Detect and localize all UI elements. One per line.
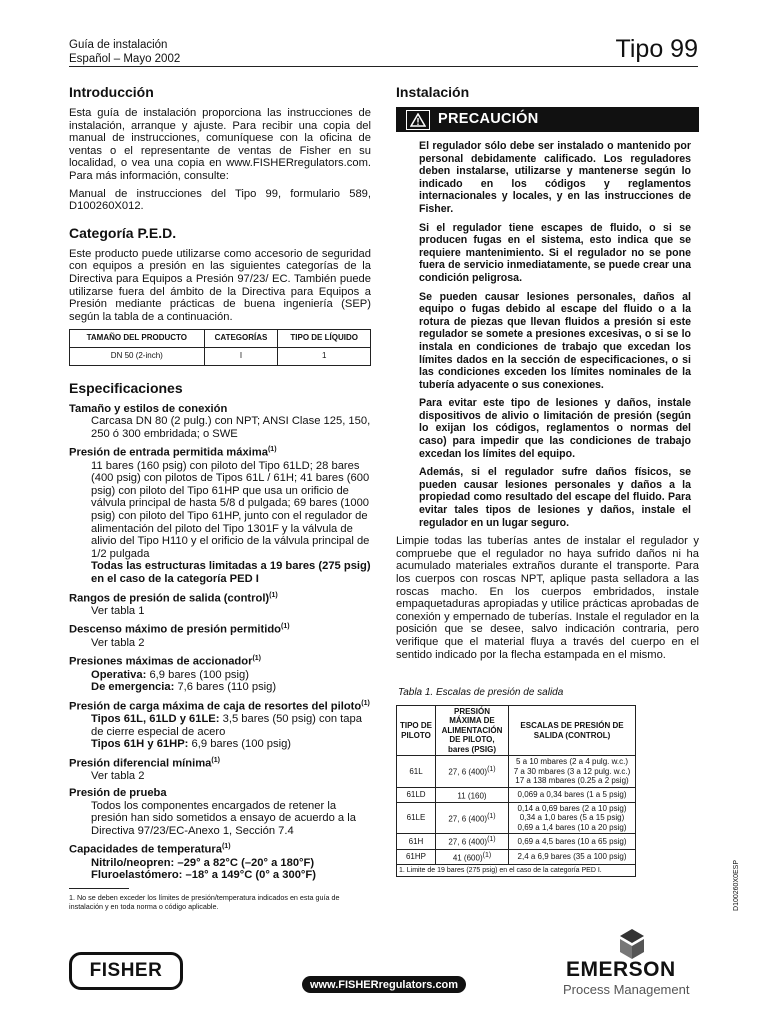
cell-pilot: 61LD <box>397 787 436 802</box>
warning-icon <box>406 110 430 130</box>
table-row <box>397 849 636 864</box>
table-row <box>397 834 636 849</box>
cell-pressure-value: 11 (160) <box>457 791 487 801</box>
spec-value: 6,9 bares (100 psig) <box>191 738 292 751</box>
spec-label: Fluroelastómero: <box>91 869 183 882</box>
spec-drop-heading <box>69 621 371 636</box>
spec-temperature-title: Capacidades de temperatura <box>69 844 222 857</box>
spec-drop-title: Descenso máximo de presión permitido <box>69 624 281 637</box>
ped-heading: Categoría P.E.D. <box>69 224 177 241</box>
cell-pilot: 61LE <box>397 802 436 834</box>
spec-actuator-heading <box>69 653 371 668</box>
spec-inlet-heading <box>69 444 371 459</box>
spec-spring-title: Presión de carga máxima de caja de resortes del piloto <box>69 700 362 713</box>
range-line: 0,69 a 1,4 bares (10 a 20 psig) <box>517 822 627 832</box>
header-meta <box>69 38 180 66</box>
footnote-ref: (1) <box>211 757 220 765</box>
footnote-ref: (1) <box>267 446 277 454</box>
spec-temperature-heading <box>69 841 371 856</box>
caution-title: PRECAUCIÓN <box>438 111 539 128</box>
table-row <box>397 802 636 834</box>
footnote-ref: (1) <box>252 655 261 663</box>
range-line: 2,4 a 6,9 bares (35 a 100 psig) <box>517 851 627 861</box>
left-column <box>69 84 371 882</box>
install-heading: Instalación <box>396 84 470 100</box>
caution-paragraph: Además, si el regulador sufre daños físicos, se pueden causar lesiones personales y daños a la propiedad como resultado del escape del fluido. Para evitar tales tipos de lesiones y daños, instale el regulador en un lugar seguro. <box>419 466 691 529</box>
cell-pressure <box>436 802 509 834</box>
spec-actuator-operating <box>69 669 371 682</box>
range-line: 7 a 30 mbares (3 a 12 pulg. w.c.) <box>513 766 631 776</box>
spec-value: 3,5 bares (50 psig) con tapa de cierre especial de acero <box>91 713 362 738</box>
col-outlet-ranges: ESCALAS DE PRESIÓN DE SALIDA (CONTROL) <box>509 705 636 756</box>
caution-text <box>396 140 699 529</box>
ped-col-fluid: TIPO DE LÍQUIDO <box>278 330 371 348</box>
footnote-ref: (1) <box>269 591 278 599</box>
header-divider <box>69 66 698 67</box>
cell-pilot: 61H <box>397 834 436 849</box>
cell-pressure <box>436 787 509 802</box>
caution-paragraph: Para evitar este tipo de lesiones y daños, instale dispositivos de alivio o limitación de presión (según lo exijan los códigos, reglamentos o normas del caso) para impedir que las condiciones de trabajo excedan los límites del equipo. <box>419 397 691 460</box>
cell-pilot: 61HP <box>397 849 436 864</box>
cell-pressure-value: 27, 6 (400) <box>448 838 488 848</box>
language-date: Español – Mayo 2002 <box>69 53 181 65</box>
ped-cell-size: DN 50 (2-inch) <box>70 347 205 365</box>
footnote-ref: (1) <box>281 623 290 631</box>
guide-label: Guía de instalación <box>69 39 168 51</box>
ped-table <box>69 329 371 365</box>
ped-col-category: CATEGORÍAS <box>204 330 278 348</box>
spec-value: 7,6 bares (110 psig) <box>177 681 277 694</box>
cell-pressure-value: 41 (600) <box>452 853 483 863</box>
spec-value: –18° a 149°C (0° a 300°F) <box>185 869 316 882</box>
caution-paragraph: Se pueden causar lesiones personales, daños al equipo o fugas debido al escape del fluido o a la rotura de piezas que llevan fluidos a presión si este regulador se somete a presiones excesivas, o si se lo instala en condiciones de trabajo que excedan los límites dados en la sección de especificaciones, o si las condiciones exceden los límites nominales de la tubería adyacente o sus conexiones. <box>419 290 691 391</box>
spec-temperature-fluoro <box>69 869 371 882</box>
ped-col-size: TAMAÑO DEL PRODUCTO <box>70 330 205 348</box>
spec-temperature-nitrile <box>69 857 371 870</box>
cell-pressure <box>436 756 509 788</box>
process-management-label: Process Management <box>563 982 690 997</box>
spec-spring-heading <box>69 698 371 713</box>
footnote-ref: (1) <box>221 843 231 851</box>
spec-connection-heading: Tamaño y estilos de conexión <box>69 402 228 415</box>
spec-outlet-title: Rangos de presión de salida (control) <box>69 592 270 605</box>
spec-value: 6,9 bares (100 psig) <box>149 668 249 681</box>
spec-value: –29° a 82°C (–20° a 180°F) <box>177 856 315 869</box>
spec-inlet-title: Presión de entrada permitida máxima <box>69 447 268 460</box>
ped-cell-fluid: 1 <box>278 347 371 365</box>
spec-outlet-heading <box>69 590 371 605</box>
range-line: 5 a 10 mbares (2 a 4 pulg. w.c.) <box>515 757 629 767</box>
range-line: 17 a 138 mbares (0.25 a 2 psig) <box>515 776 629 786</box>
table-row <box>70 347 371 365</box>
footnote-ref: (1) <box>487 836 496 844</box>
cell-ranges <box>509 834 636 849</box>
footnote-ref: (1) <box>487 813 496 821</box>
spec-label: Tipos 61H y 61HP: <box>91 738 189 751</box>
cell-pressure-value: 27, 6 (400) <box>448 768 488 778</box>
spec-spring-61l <box>69 713 371 738</box>
outlet-pressure-table <box>396 705 636 877</box>
footnote-ref: (1) <box>482 851 492 859</box>
spec-differential-heading <box>69 755 371 770</box>
cell-ranges <box>509 802 636 834</box>
range-line: 0,069 a 0,34 bares (1 a 5 psig) <box>517 790 627 800</box>
intro-heading: Introducción <box>69 84 154 100</box>
cell-pressure-value: 27, 6 (400) <box>448 814 488 824</box>
intro-paragraph: Esta guía de instalación proporciona las instrucciones de instalación, arranque y ajuste. Para recibir una copia del manual de instrucciones, comuníquese con la oficina de ventas o el representante de ventas de Fisher en su localidad, o vea una copia en www.FISHERregulators.com. Para más información, consulte: <box>69 107 371 182</box>
cell-pilot: 61L <box>397 756 436 788</box>
cell-ranges <box>509 849 636 864</box>
spec-connection-body: Carcasa DN 80 (2 pulg.) con NPT; ANSI Clase 125, 150, 250 ó 300 embridada; o SWE <box>91 415 371 440</box>
range-line: 0,14 a 0,69 bares (2 a 10 psig) <box>517 803 627 813</box>
emerson-wordmark: EMERSON <box>566 958 676 981</box>
right-column <box>396 84 699 877</box>
spec-inlet-body: 11 bares (160 psig) con piloto del Tipo 61LD; 28 bares (400 psig) con pilotos de Tipos 61L / 61H; 41 bares (600 psig) con piloto del Tipo 61HP que usa un orificio de válvula principal de hasta 5/8 d pulgada; 69 bares (1000 psig) con piloto del Tipo 61HP, junto con el regulador de alimentación del piloto del Tipo 1301F y la válvula de alivio del Tipo H110 y el orificio de la válvula principal de 1/2 pulgada <box>91 459 370 560</box>
caution-paragraph: El regulador sólo debe ser instalado o mantenido por personal debidamente calificado. Los reguladores deben instalarse, utilizarse y mantenerse según lo indicado en los códigos y reglamentos internacionales y locales, y en las instrucciones de Fisher. <box>419 140 691 215</box>
spec-test-body: Todos los componentes encargados de retener la presión han sido sometidos a ensayo de acuerdo a la Directiva 97/23/EC-Anexo 1, Sección 7.4 <box>91 799 356 837</box>
spec-test-heading: Presión de prueba <box>69 786 167 799</box>
spec-actuator-emergency <box>69 681 371 694</box>
spec-spring-61h <box>69 738 371 751</box>
fisher-logo: FISHER <box>69 952 183 990</box>
intro-reference: Manual de instrucciones del Tipo 99, formulario 589, D100260X012. <box>69 187 371 213</box>
footnote-divider <box>69 888 129 889</box>
col-pilot-type: TIPO DE PILOTO <box>397 705 436 756</box>
spec-inlet-limit: Todas las estructuras limitadas a 19 bares (275 psig) en el caso de la categoría PED I <box>91 560 371 585</box>
ped-cell-category: I <box>204 347 278 365</box>
cell-ranges <box>509 756 636 788</box>
specs-heading: Especificaciones <box>69 379 183 396</box>
spec-label: Nitrilo/neopren: <box>91 856 175 869</box>
footnote-ref: (1) <box>487 766 496 774</box>
install-paragraph: Limpie todas las tuberías antes de instalar el regulador y compruebe que el regulador no haya sufrido daños ni ha acumulado materiales extraños durante el transporte. Para los cuerpos con roscas NPT, aplique pasta selladora a las roscas macho. En los cuerpos embridados, instale empaquetaduras apropiadas y utilice prácticas aprobadas de conexión y empernado de tuberías. Instale el regulador en la posición que se desee, salvo indicación contraria, pero verifique que el material fluya a través del cuerpo en el sentido indicado por la flecha estampada en el mismo. <box>396 535 699 661</box>
table1-caption: Tabla 1. Escalas de presión de salida <box>398 687 564 699</box>
spec-outlet-body: Ver tabla 1 <box>91 604 145 617</box>
table-row <box>397 756 636 788</box>
spec-label: Tipos 61L, 61LD y 61LE: <box>91 713 220 726</box>
spec-label: De emergencia: <box>91 681 175 694</box>
col-supply-pressure: PRESIÓN MÁXIMA DE ALIMENTACIÓN DE PILOTO, bares (PSIG) <box>436 705 509 756</box>
cell-pressure <box>436 834 509 849</box>
ped-paragraph: Este producto puede utilizarse como accesorio de seguridad con equipos a presión en las siguientes categorías de la Directiva para Equipos a Presión 97/23/ EC. También puede utilizarse fuera del ámbito de la Directiva para Equipos a Presión mediante prácticas de buena ingeniería (SEP) según la tabla de a continuación. <box>69 247 371 323</box>
range-line: 0,69 a 4,5 bares (10 a 65 psig) <box>517 836 627 846</box>
spec-differential-title: Presión diferencial mínima <box>69 757 212 770</box>
cell-ranges <box>509 787 636 802</box>
cell-pressure <box>436 849 509 864</box>
spec-differential-body: Ver tabla 2 <box>91 770 145 783</box>
footnote-ref: (1) <box>361 699 370 707</box>
spec-label: Operativa: <box>91 668 147 681</box>
website-link[interactable]: www.FISHERregulators.com <box>302 976 466 993</box>
range-line: 0,34 a 1,0 bares (5 a 15 psig) <box>519 813 625 823</box>
footnote: 1. No se deben exceder los límites de presión/temperatura indicados en esta guía de instalación y en toda norma o código aplicable. <box>69 893 340 911</box>
caution-banner <box>396 107 699 132</box>
emerson-logo-icon <box>617 928 647 960</box>
document-code: D100260X0ESP <box>733 860 740 911</box>
document-title: Tipo 99 <box>615 35 698 63</box>
table-row <box>397 787 636 802</box>
table1-note: 1. Limite de 19 bares (275 psig) en el caso de la categoría PED I. <box>397 864 636 877</box>
spec-actuator-title: Presiones máximas de accionador <box>69 656 253 669</box>
caution-paragraph: Si el regulador tiene escapes de fluido, o si se producen fugas en el sistema, esto indica que se requiere mantenimiento. Si el regulador no se pone fuera de servicio inmediatamente, se puede crear una condición peligrosa. <box>419 221 691 284</box>
spec-drop-body: Ver tabla 2 <box>91 636 145 649</box>
